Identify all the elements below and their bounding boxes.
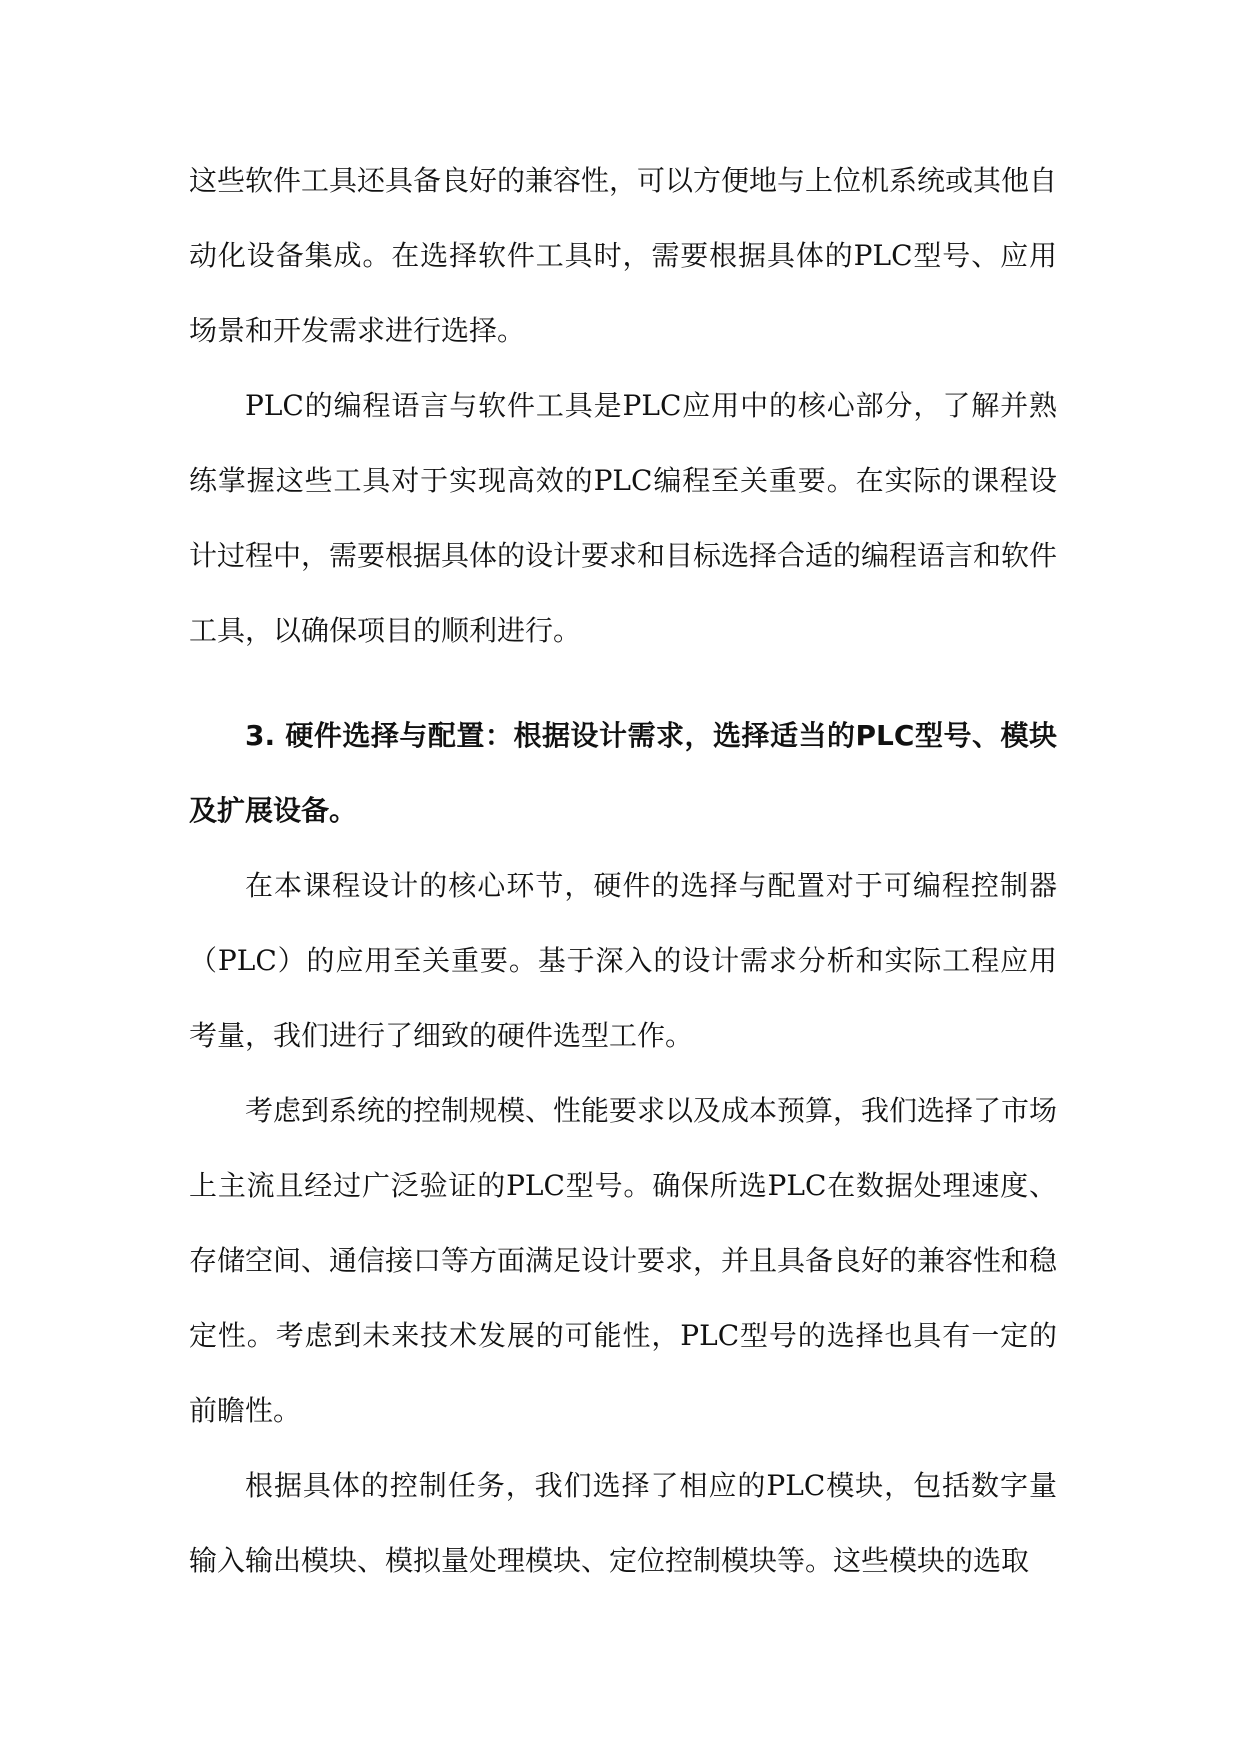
document-body	[189, 143, 1057, 1598]
paragraph-plc-model-selection: 考虑到系统的控制规模、性能要求以及成本预算，我们选择了市场上主流且经过广泛验证的PLC型号。确保所选PLC在数据处理速度、存储空间、通信接口等方面满足设计要求，并且具备良好的兼容性和稳定性。考虑到未来技术发展的可能性，PLC型号的选择也具有一定的前瞻性。	[189, 1094, 1058, 1427]
paragraph-plc-languages-summary: PLC的编程语言与软件工具是PLC应用中的核心部分，了解并熟练掌握这些工具对于实现高效的PLC编程至关重要。在实际的课程设计过程中，需要根据具体的设计要求和目标选择合适的编程语言和软件工具，以确保项目的顺利进行。	[189, 389, 1058, 647]
section-heading-hardware-selection: 3. 硬件选择与配置：根据设计需求，选择适当的PLC型号、模块及扩展设备。	[189, 719, 1057, 827]
paragraph-hardware-intro: 在本课程设计的核心环节，硬件的选择与配置对于可编程控制器（PLC）的应用至关重要。基于深入的设计需求分析和实际工程应用考量，我们进行了细致的硬件选型工作。	[189, 869, 1057, 1052]
paragraph-software-compatibility: 这些软件工具还具备良好的兼容性，可以方便地与上位机系统或其他自动化设备集成。在选择软件工具时，需要根据具体的PLC型号、应用场景和开发需求进行选择。	[189, 164, 1058, 347]
paragraph-plc-module-selection: 根据具体的控制任务，我们选择了相应的PLC模块，包括数字量输入输出模块、模拟量处理模块、定位控制模块等。这些模块的选取	[189, 1469, 1057, 1577]
